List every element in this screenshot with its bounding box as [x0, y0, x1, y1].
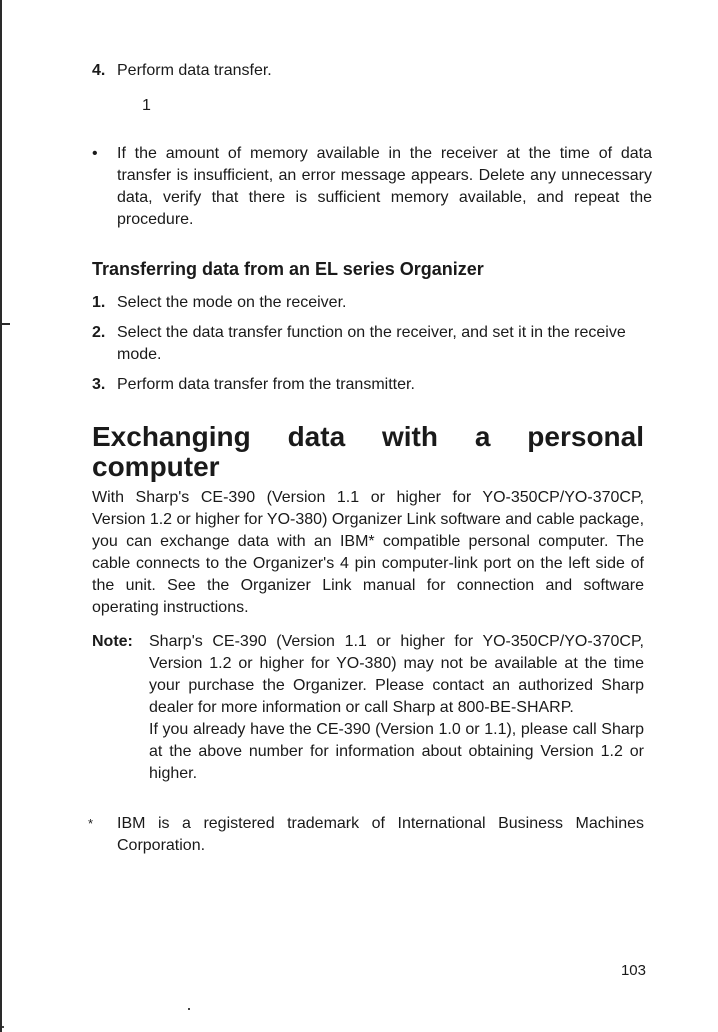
bullet-text: If the amount of memory available in the receiver at the time of data transfer is insufficient, an error message appears. Delete any unnecessary data, verify that there is sufficient memory available, and repeat the procedure. — [117, 145, 652, 228]
title-word: a — [474, 421, 491, 452]
step-text: Select the data transfer function on the receiver, and set it in the receive mode. — [117, 324, 626, 363]
step-number: 3. — [92, 376, 106, 393]
scan-edge-tick — [0, 323, 10, 325]
step-4 — [92, 60, 652, 82]
note-body — [149, 631, 644, 785]
step-number: 4. — [92, 62, 106, 79]
section-heading-el: Transferring data from an EL series Organizer — [92, 259, 484, 279]
scan-speck — [188, 1008, 190, 1010]
el-step-3 — [92, 374, 652, 396]
el-step-2 — [92, 322, 652, 366]
title-line-2: computer — [92, 451, 220, 482]
note-label: Note: — [92, 633, 133, 650]
scan-edge-line — [0, 0, 2, 1032]
pc-paragraph: With Sharp's CE-390 (Version 1.1 or higher for YO-350CP/YO-370CP, Version 1.2 or higher for YO-380) Organizer Link software and cable package, you can exchange data with an IBM* compatible personal computer. The cable connects to the Organizer's 4 pin computer-link port on the left side of the unit. See the Organizer Link manual for connection and software operating instructions. — [92, 489, 645, 616]
bullet-mark: • — [92, 145, 98, 162]
footnote-mark: * — [88, 816, 94, 831]
note-text-2: If you already have the CE-390 (Version 1.0 or 1.1), please call Sharp at the above number for information about obtaining Version 1.2 or higher. — [149, 721, 644, 782]
note-text-1: Sharp's CE-390 (Version 1.1 or higher for YO-350CP/YO-370CP, Version 1.2 or higher for YO-380) may not be available at the time your purchase the Organizer. Please contact an authorized Sharp dealer for more information or call Sharp at 800-BE-SHARP. — [149, 633, 644, 716]
step-text: Select the mode on the receiver. — [117, 294, 347, 311]
title-word: with — [382, 421, 438, 452]
step-number: 2. — [92, 324, 106, 341]
memory-bullet — [92, 143, 652, 231]
scan-speck — [2, 1026, 4, 1028]
stray-digit: 1 — [142, 97, 151, 114]
section-title-pc — [92, 422, 644, 482]
title-line-1 — [92, 422, 644, 452]
step-number: 1. — [92, 294, 106, 311]
note-block — [92, 631, 644, 785]
step-text: Perform data transfer. — [117, 62, 272, 79]
el-step-1 — [92, 292, 652, 314]
footnote-text: IBM is a registered trademark of International Business Machines Corporation. — [117, 815, 644, 854]
footnote — [88, 813, 644, 857]
page-number: 103 — [620, 962, 646, 979]
title-word: Exchanging — [92, 421, 251, 452]
step-text: Perform data transfer from the transmitter. — [117, 376, 415, 393]
title-word: data — [287, 421, 346, 452]
title-word: personal — [527, 421, 644, 452]
